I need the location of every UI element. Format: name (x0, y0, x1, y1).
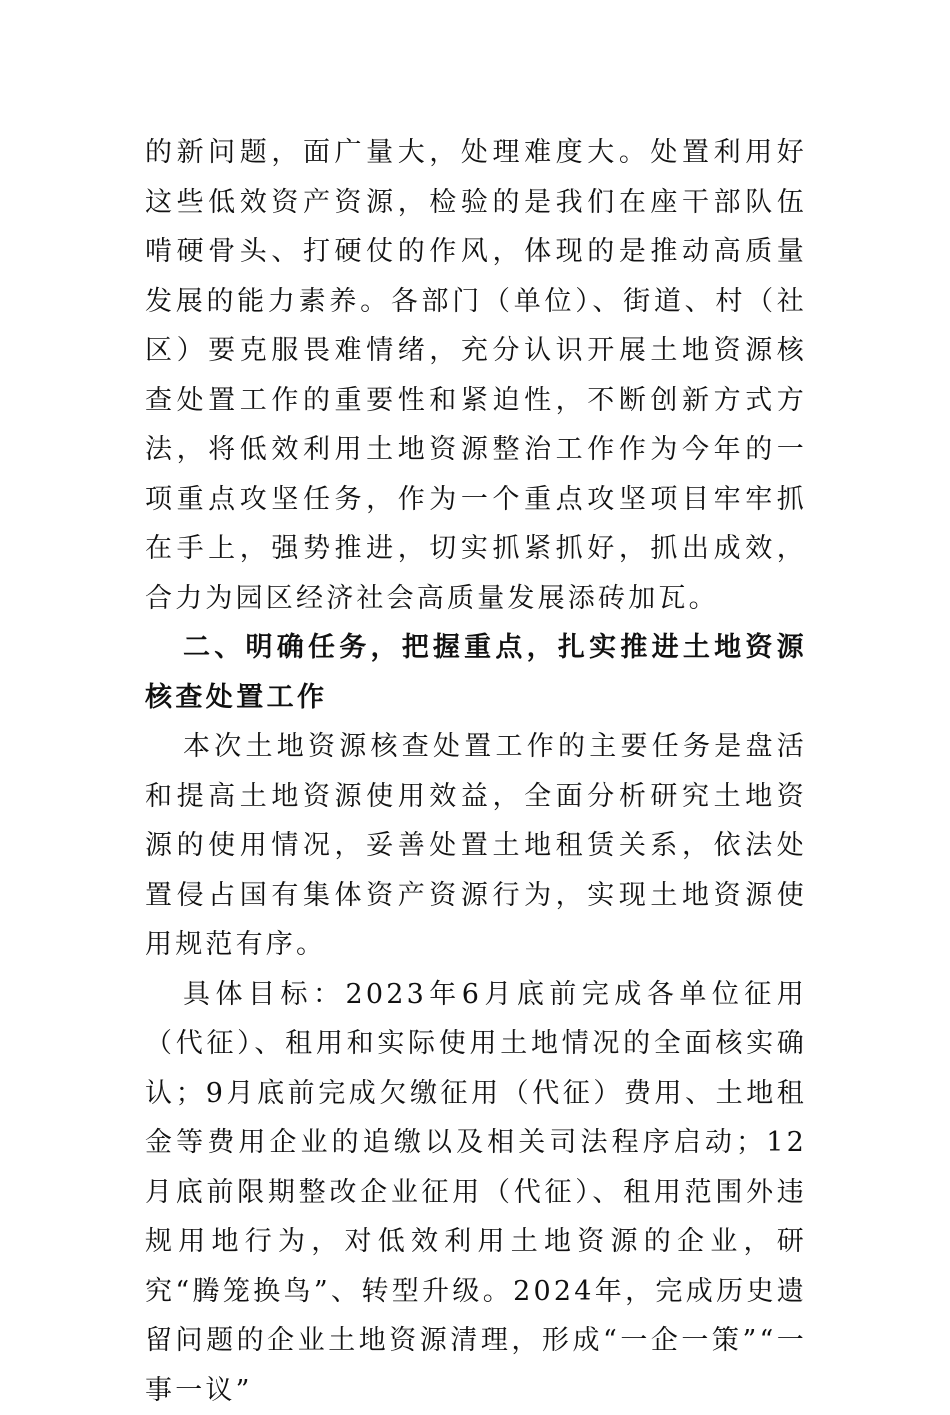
section-heading-2: 二、明确任务，把握重点，扎实推进土地资源核查处置工作 (145, 623, 807, 722)
document-page (145, 128, 807, 1415)
body-paragraph-main-task: 本次土地资源核查处置工作的主要任务是盘活和提高土地资源使用效益，全面分析研究土地资源的使用情况，妥善处置土地租赁关系，依法处置侵占国有集体资产资源行为，实现土地资源使用规范有序。 (145, 722, 807, 970)
body-paragraph-continued: 的新问题，面广量大，处理难度大。处置利用好这些低效资产资源，检验的是我们在座干部队伍啃硬骨头、打硬仗的作风，体现的是推动高质量发展的能力素养。各部门（单位）、街道、村（社区）要克服畏难情绪，充分认识开展土地资源核查处置工作的重要性和紧迫性，不断创新方式方法，将低效利用土地资源整治工作作为今年的一项重点攻坚任务，作为一个重点攻坚项目牢牢抓在手上，强势推进，切实抓紧抓好，抓出成效，合力为园区经济社会高质量发展添砖加瓦。 (145, 128, 807, 623)
body-paragraph-specific-goals: 具体目标：2023年6月底前完成各单位征用（代征）、租用和实际使用土地情况的全面核实确认；9月底前完成欠缴征用（代征）费用、土地租金等费用企业的追缴以及相关司法程序启动；12月底前限期整改企业征用（代征）、租用范围外违规用地行为，对低效利用土地资源的企业，研究“腾笼换鸟”、转型升级。2024年，完成历史遗留问题的企业土地资源清理，形成“一企一策”“一事一议” (145, 970, 807, 1415)
